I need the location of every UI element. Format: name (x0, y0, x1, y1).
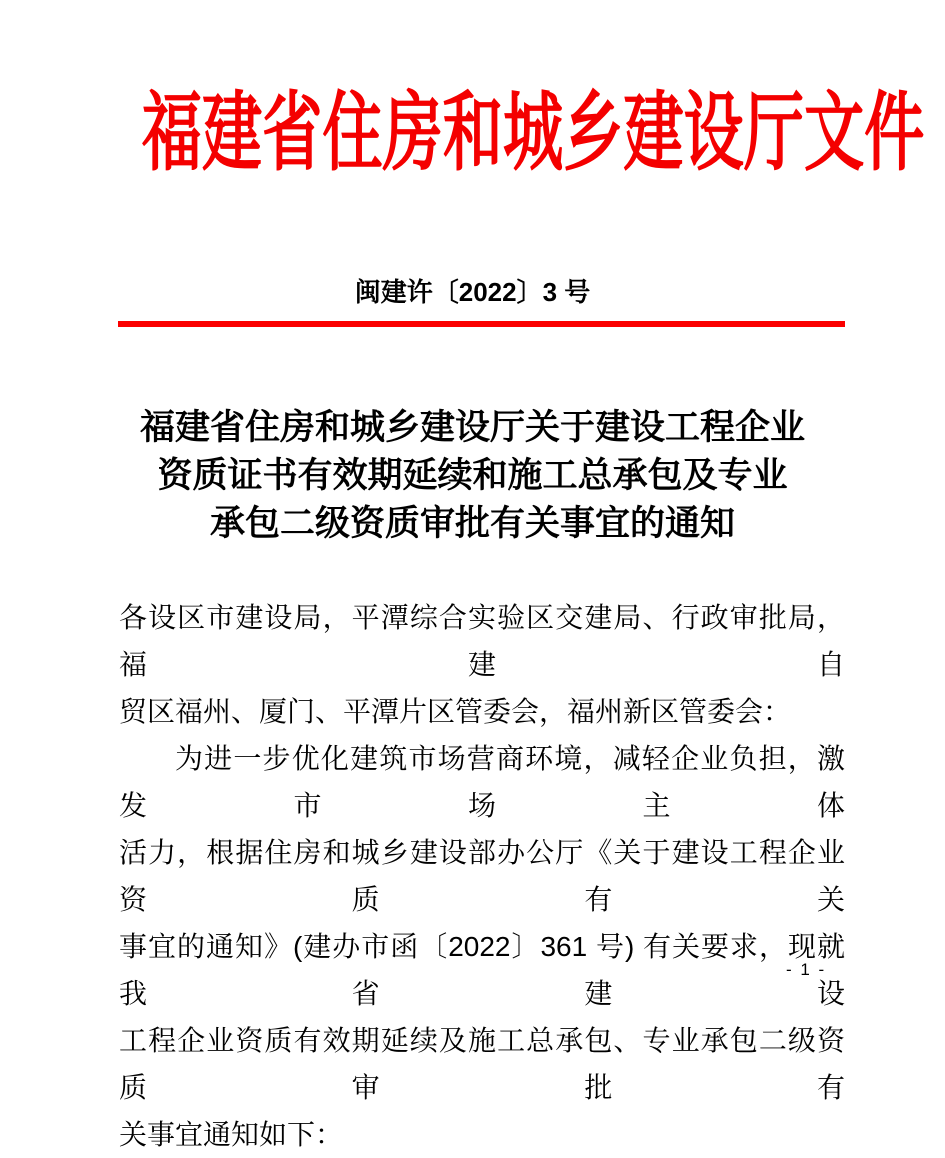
red-divider-rule (118, 321, 845, 327)
recipients-paragraph (119, 594, 845, 735)
intro-paragraph (119, 735, 845, 1158)
intro-line-4: 工程企业资质有效期延续及施工总承包、专业承包二级资质审批有 (119, 1025, 845, 1103)
document-title-line-2: 资质证书有效期延续和施工总承包及专业 (157, 456, 788, 495)
document-title-line-1: 福建省住房和城乡建设厅关于建设工程企业 (139, 408, 805, 447)
intro-line-2: 活力，根据住房和城乡建设部办公厅《关于建设工程企业资质有关 (119, 837, 845, 915)
recipients-line-2: 贸区福州、厦门、平潭片区管委会，福州新区管委会： (119, 696, 792, 727)
recipients-line-1: 各设区市建设局，平潭综合实验区交建局、行政审批局，福建自 (119, 602, 845, 680)
document-title (0, 404, 945, 548)
doc-number: 闽建许〔2022〕3 号 (354, 277, 591, 307)
document-body (119, 594, 845, 1158)
document-title-line-3: 承包二级资质审批有关事宜的通知 (209, 504, 735, 543)
page-number: - 1 - (786, 960, 827, 979)
intro-line-1: 为进一步优化建筑市场营商环境，减轻企业负担，激发市场主体 (119, 743, 845, 821)
intro-line-5: 关事宜通知如下： (119, 1119, 344, 1150)
intro-line-3: 事宜的通知》(建办市函〔2022〕361 号) 有关要求，现就我省建设 (119, 931, 845, 1009)
letterhead-title: 福建省住房和城乡建设厅文件 (141, 85, 925, 181)
